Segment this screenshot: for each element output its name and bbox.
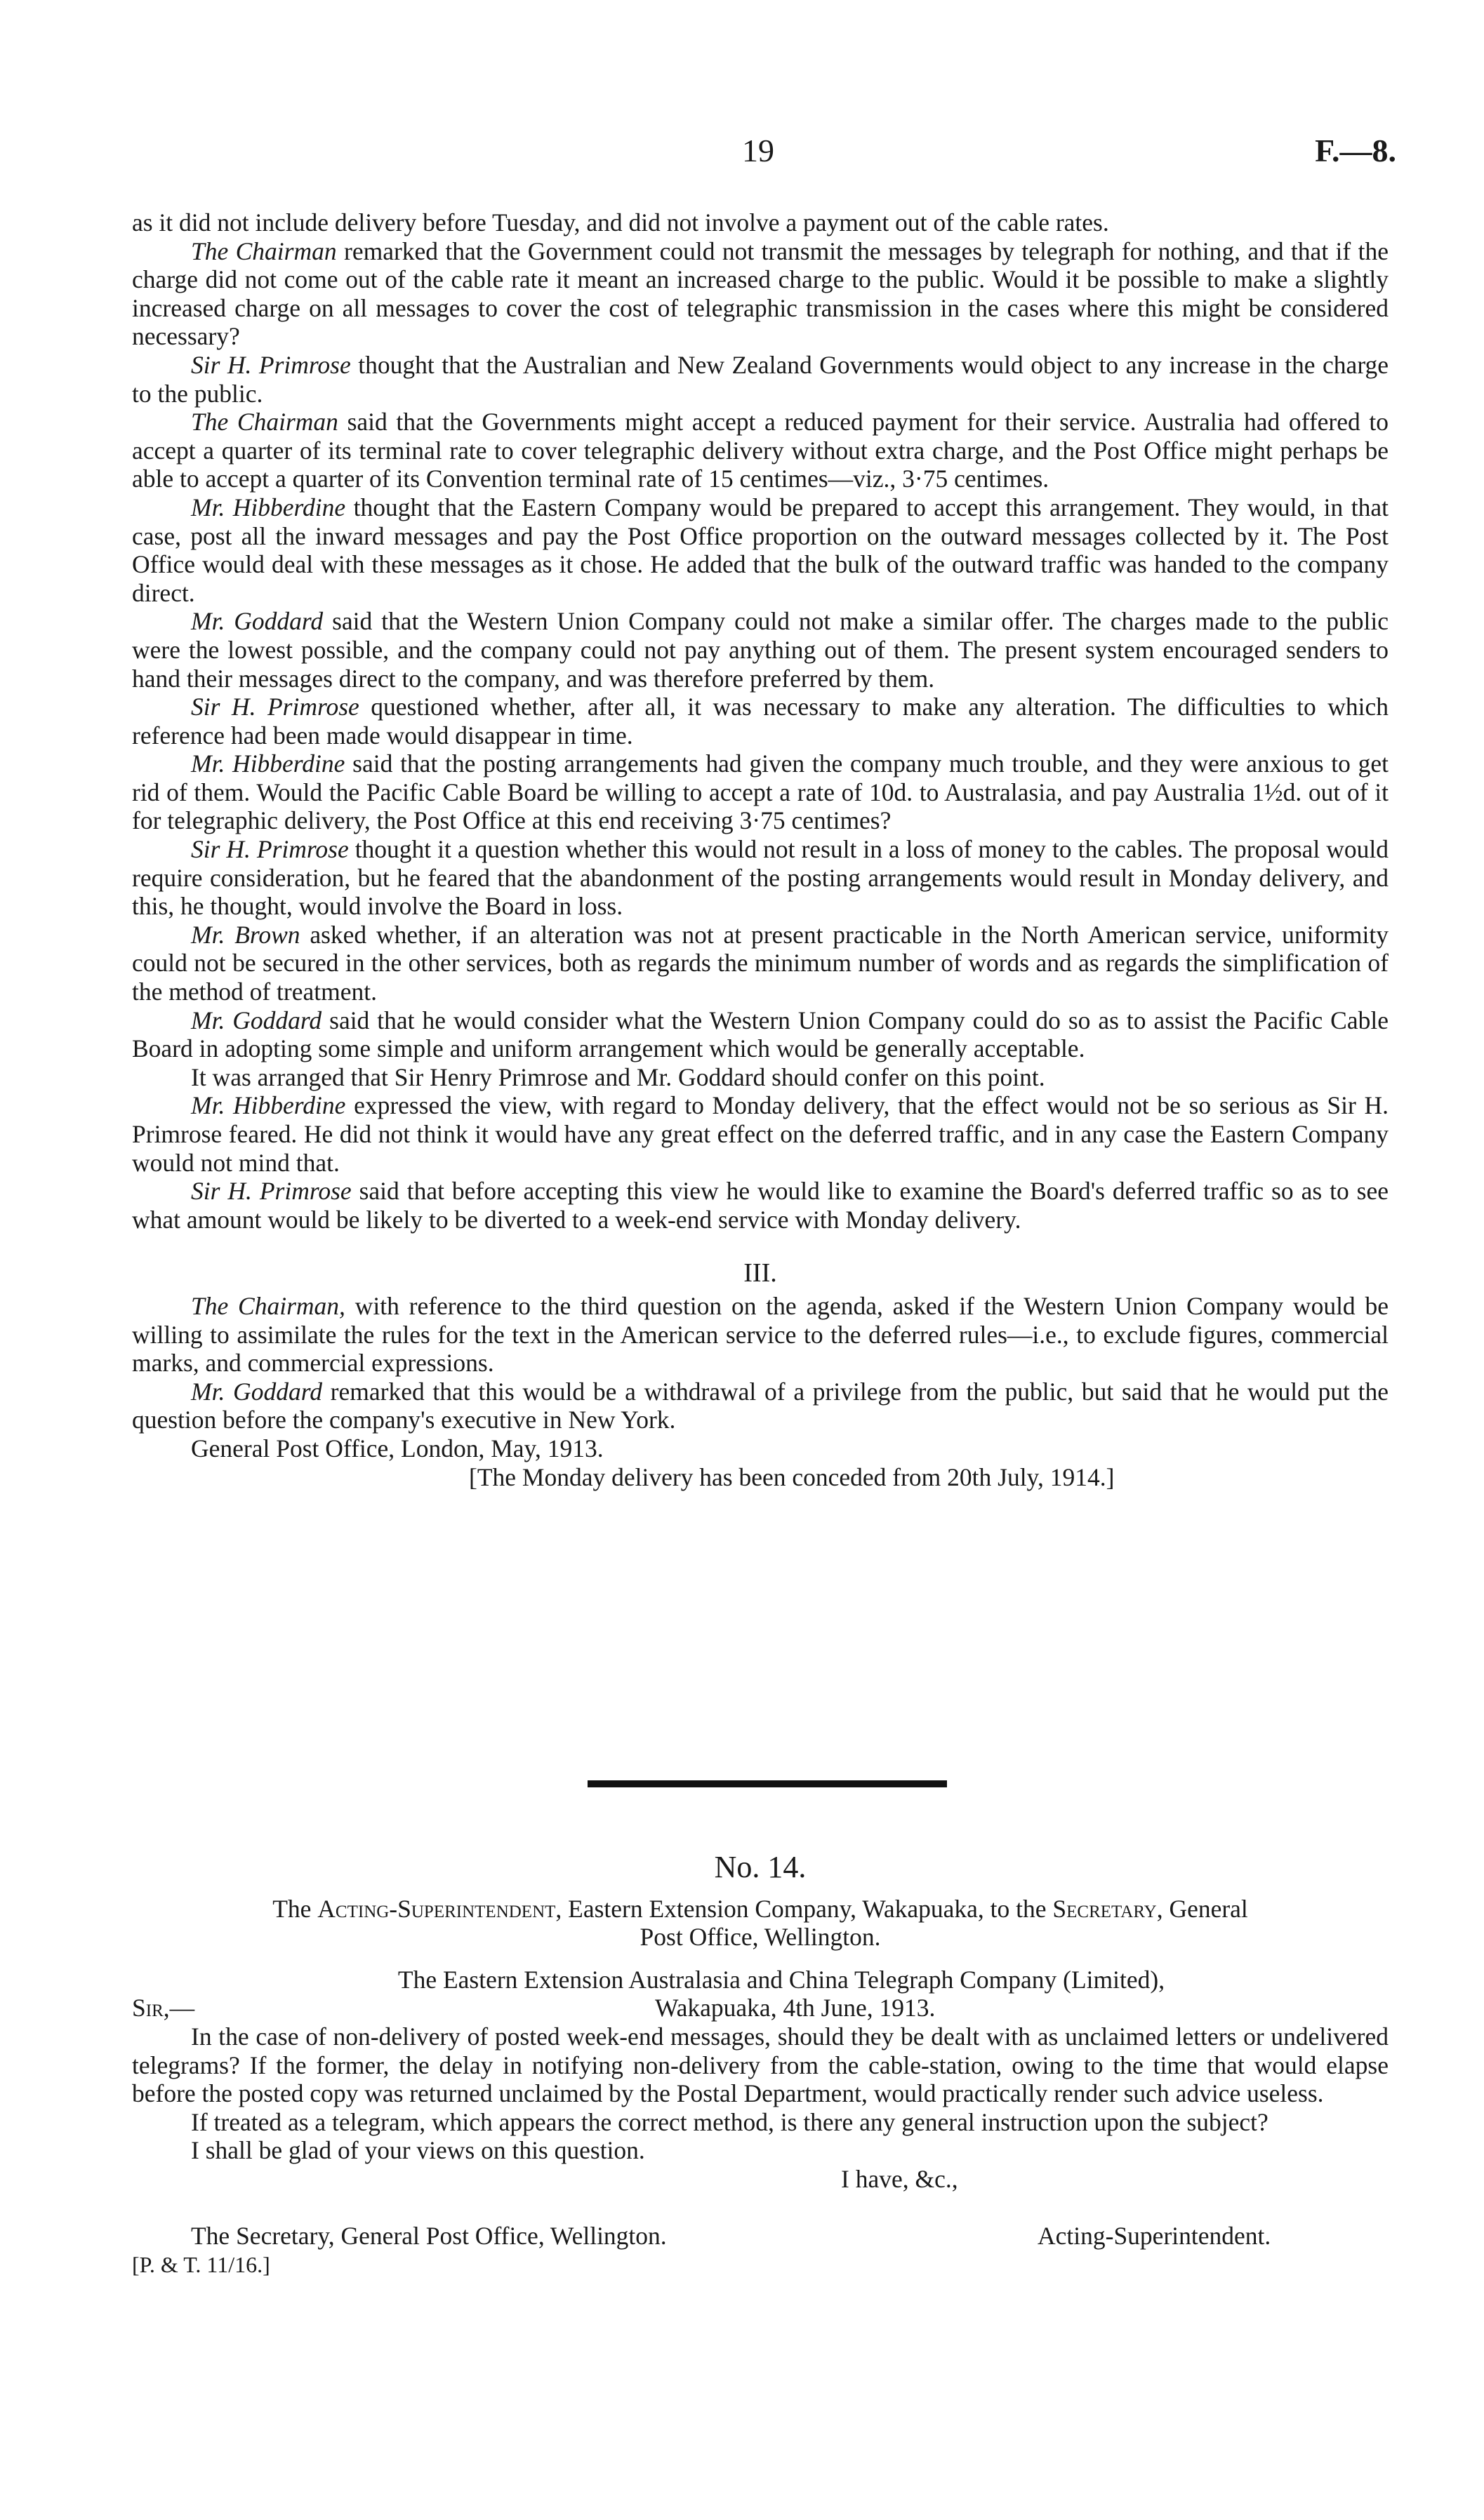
speaker-name: Mr. Goddard (191, 1006, 322, 1034)
signatory-name (132, 2194, 1389, 2222)
paragraph: Mr. Goddard said that he would consider what the Western Union Company could do so as to assist the Pacific Cable Board in adopting some simple and uniform arrangement which would be generally acceptable. (132, 1006, 1389, 1063)
paragraph: The Chairman, with reference to the third question on the agenda, asked if the Western Union Company would be willing to assimilate the rules for the text in the American service to the deferred rules—i.e., to exclude figures, commercial marks, and commercial expressions. (132, 1291, 1389, 1378)
salutation: Sir,— (132, 1994, 195, 2022)
speaker-name: Sir H. Primrose (191, 693, 359, 721)
salutation-and-date (132, 1994, 1389, 2022)
paragraph: The Chairman remarked that the Government could not transmit the messages by telegraph for nothing, and that if the charge did not come out of the cable rate it meant an increased charge to the public. Would it be possible to make a slightly increased charge on all messages to cover the cost of telegraphic transmission in the cases where this might be considered necessary? (132, 236, 1389, 351)
paragraph: Mr. Hibberdine said that the posting arrangements had given the company much trouble, and they were anxious to get rid of them. Would the Pacific Cable Board be willing to accept a rate of 10d. to Australasia, and pay Australia 1½d. out of it for telegraphic delivery, the Post Office at this end receiving 3·75 centimes? (132, 749, 1389, 835)
paragraph: Mr. Hibberdine thought that the Eastern Company would be prepared to accept this arrangement. They would, in that case, post all the inward messages and pay the Post Office proportion on the outward messages collected by it. The Post Office would deal with these messages as it chose. He added that the bulk of the outward traffic was handed to the company direct. (132, 493, 1389, 607)
closing: I have, &c., (841, 2164, 958, 2193)
document-reference: F.—8. (1315, 133, 1396, 168)
paragraph-continuation: as it did not include delivery before Tuesday, and did not involve a payment out of the cable rates. (132, 208, 1109, 236)
speaker-name: Mr. Hibberdine (191, 493, 346, 521)
letter (132, 1850, 1389, 2279)
signoff-line: General Post Office, London, May, 1913. (191, 1434, 604, 1462)
section-heading: III. (743, 1258, 777, 1288)
sender-address: The Eastern Extension Australasia and China Telegraph Company (Limited), (397, 1965, 1165, 1994)
speaker-name: Sir H. Primrose (191, 350, 351, 379)
speaker-name: The Chairman, (191, 1291, 345, 1320)
paragraph: Sir H. Primrose thought it a question whether this would not result in a loss of money to the cables. The proposal would require consideration, but he feared that the abandonment of the posting arrangements would result in Monday delivery, and this, he thought, would involve the Board in loss. (132, 835, 1389, 921)
speaker-name: Mr. Brown (191, 920, 300, 949)
paragraph: Mr. Hibberdine expressed the view, with regard to Monday delivery, that the effect would not be so serious as Sir H. Primrose feared. He did not think it would have any great effect on the deferred traffic, and in any case the Eastern Company would not mind that. (132, 1091, 1389, 1177)
speaker-name: Sir H. Primrose (191, 1177, 352, 1206)
signatory-title: Acting-Superintendent. (1038, 2222, 1271, 2251)
speaker-name: The Chairman (191, 408, 338, 436)
speaker-name: Mr. Goddard (191, 1377, 322, 1406)
letter-heading-continued: Post Office, Wellington. (640, 1923, 881, 1952)
paragraph: Sir H. Primrose thought that the Australian and New Zealand Governments would object to any increase in the charge to the public. (132, 350, 1389, 408)
paragraph: Sir H. Primrose questioned whether, after all, it was necessary to make any alteration. The difficulties to which reference had been made would disappear in time. (132, 693, 1389, 749)
page-number: 19 (742, 133, 774, 168)
paragraph: Mr. Brown asked whether, if an alteration was not at present practicable in the North American service, uniformity could not be secured in the other services, both as regards the minimum number of words and as regards the simplification of the method of treatment. (132, 920, 1389, 1006)
paragraph: It was arranged that Sir Henry Primrose and Mr. Goddard should confer on this point. (191, 1062, 1045, 1091)
speaker-name: Mr. Hibberdine (191, 1091, 346, 1120)
speaker-name: Mr. Goddard (191, 607, 324, 636)
speaker-name: The Chairman (191, 236, 337, 265)
letter-paragraph: If treated as a telegram, which appears the correct method, is there any general instruction upon the subject? (191, 2107, 1268, 2136)
paragraph: The Chairman said that the Governments might accept a reduced payment for their service. Australia had offered to accept a quarter of its terminal rate to cover telegraphic delivery without extra charge, and the Post Office might perhaps be able to accept a quarter of its Convention terminal rate of 15 centimes—viz., 3·75 centimes. (132, 408, 1389, 493)
letter-paragraph: I shall be glad of your views on this question. (191, 2136, 645, 2165)
file-reference: [P. & T. 11/16.] (132, 2251, 270, 2277)
editorial-note: [The Monday delivery has been conceded from 20th July, 1914.] (469, 1462, 1115, 1491)
minutes-body (132, 208, 1389, 1491)
letter-date: Wakapuaka, 4th June, 1913. (655, 1994, 936, 2022)
paragraph: Mr. Goddard remarked that this would be a withdrawal of a privilege from the public, but said that he would put the question before the company's executive in New York. (132, 1377, 1389, 1434)
letter-paragraph: In the case of non-delivery of posted week-end messages, should they be dealt with as unclaimed letters or undelivered telegrams? If the former, the delay in notifying non-delivery from the cable-station, owing to the time that would elapse before the posted copy was returned unclaimed by the Postal Department, would practically render such advice useless. (132, 2022, 1389, 2108)
addressee-and-title (132, 2222, 1389, 2251)
speaker-name: Mr. Hibberdine (191, 749, 345, 778)
speaker-name: Sir H. Primrose (191, 835, 349, 864)
paragraph: Mr. Goddard said that the Western Union Company could not make a similar offer. The charges made to the public were the lowest possible, and the company could not pay anything out of them. The present system encouraged senders to hand their messages direct to the company, and was therefore preferred by them. (132, 607, 1389, 693)
letter-number: No. 14. (714, 1850, 807, 1884)
addressee: The Secretary, General Post Office, Wellington. (191, 2222, 667, 2251)
letter-heading: The Acting-Superintendent, Eastern Extension Company, Wakapuaka, to the Secretary, General (272, 1894, 1248, 1923)
paragraph: Sir H. Primrose said that before accepting this view he would like to examine the Board's deferred traffic so as to see what amount would be likely to be diverted to a week-end service with Monday delivery. (132, 1177, 1389, 1234)
section-divider (588, 1780, 947, 1787)
